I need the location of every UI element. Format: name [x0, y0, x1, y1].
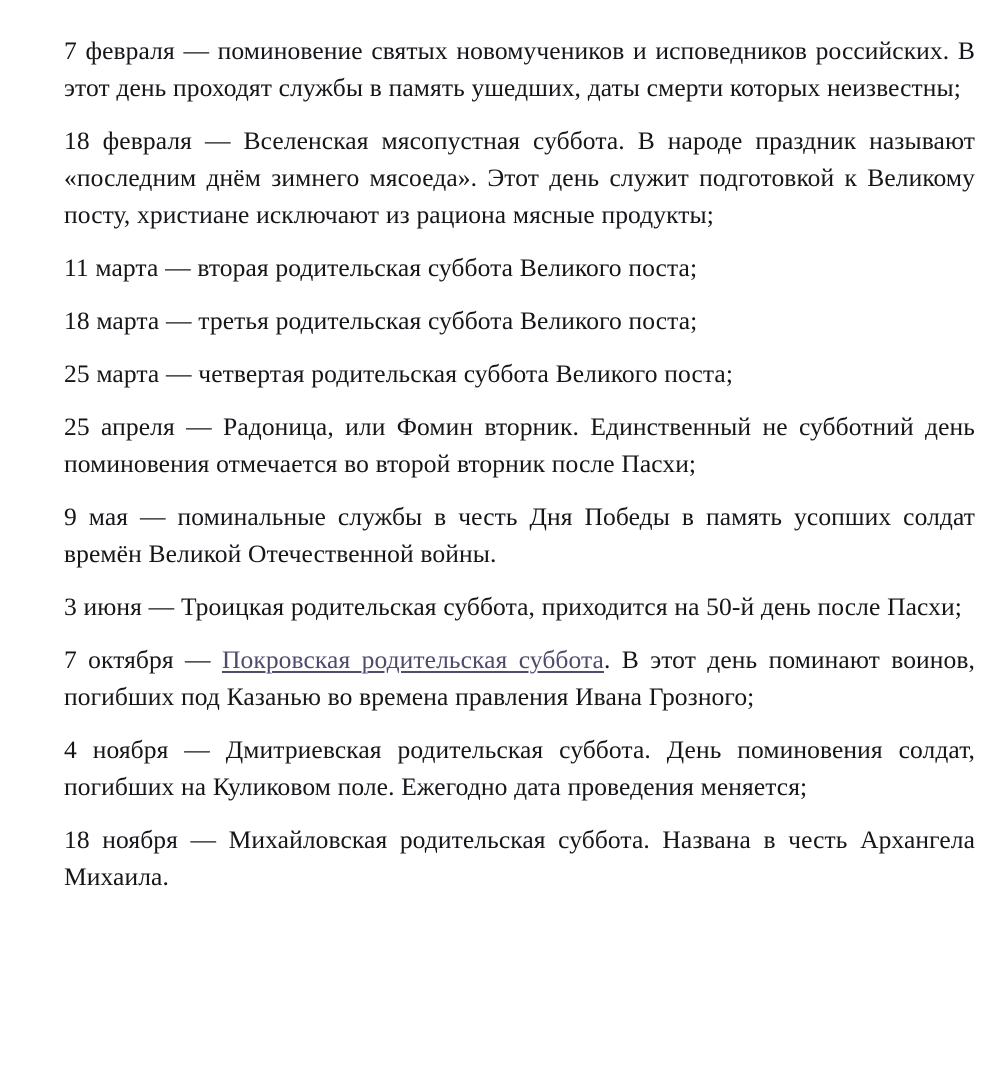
pokrovskaya-roditelskaya-subbota-link[interactable]: Покровская родительская суббота — [221, 645, 604, 674]
document-body — [64, 32, 975, 895]
paragraph-25-march: 25 марта — четвертая родительская суббота Великого поста; — [64, 359, 734, 388]
paragraph-7-february: 7 февраля — поминовение святых новомучеников и исповедников российских. В этот день проходят службы в память ушедших, даты смерти которых неизвестны; — [64, 36, 975, 102]
paragraph-18-february: 18 февраля — Вселенская мясопустная суббота. В народе праздник называют «последним днём зимнего мясоеда». Этот день служит подготовкой к Великому посту, христиане исключают из рациона мясные продукты; — [64, 126, 975, 229]
paragraph-7-october-suffix: . В этот день поминают воинов, погибших под Казанью во времена правления Ивана Грозного; — [64, 645, 976, 711]
paragraph-7-october-prefix: 7 октября — — [64, 645, 222, 674]
paragraph-18-november: 18 ноября — Михайловская родительская суббота. Названа в честь Архангела Михаила. — [64, 825, 975, 891]
paragraph-3-june: 3 июня — Троицкая родительская суббота, приходится на 50-й день после Пасхи; — [64, 592, 962, 621]
paragraph-7-october — [64, 641, 975, 715]
paragraph-4-november: 4 ноября — Дмитриевская родительская суббота. День поминовения солдат, погибших на Куликовом поле. Ежегодно дата проведения меняется; — [64, 735, 975, 801]
paragraph-11-march: 11 марта — вторая родительская суббота Великого поста; — [64, 253, 698, 282]
paragraph-18-march: 18 марта — третья родительская суббота Великого поста; — [64, 306, 698, 335]
paragraph-25-april: 25 апреля — Радоница, или Фомин вторник. Единственный не субботний день поминовения отмечается во второй вторник после Пасхи; — [64, 412, 975, 478]
paragraph-9-may: 9 мая — поминальные службы в честь Дня Победы в память усопших солдат времён Великой Отечественной войны. — [64, 502, 975, 568]
